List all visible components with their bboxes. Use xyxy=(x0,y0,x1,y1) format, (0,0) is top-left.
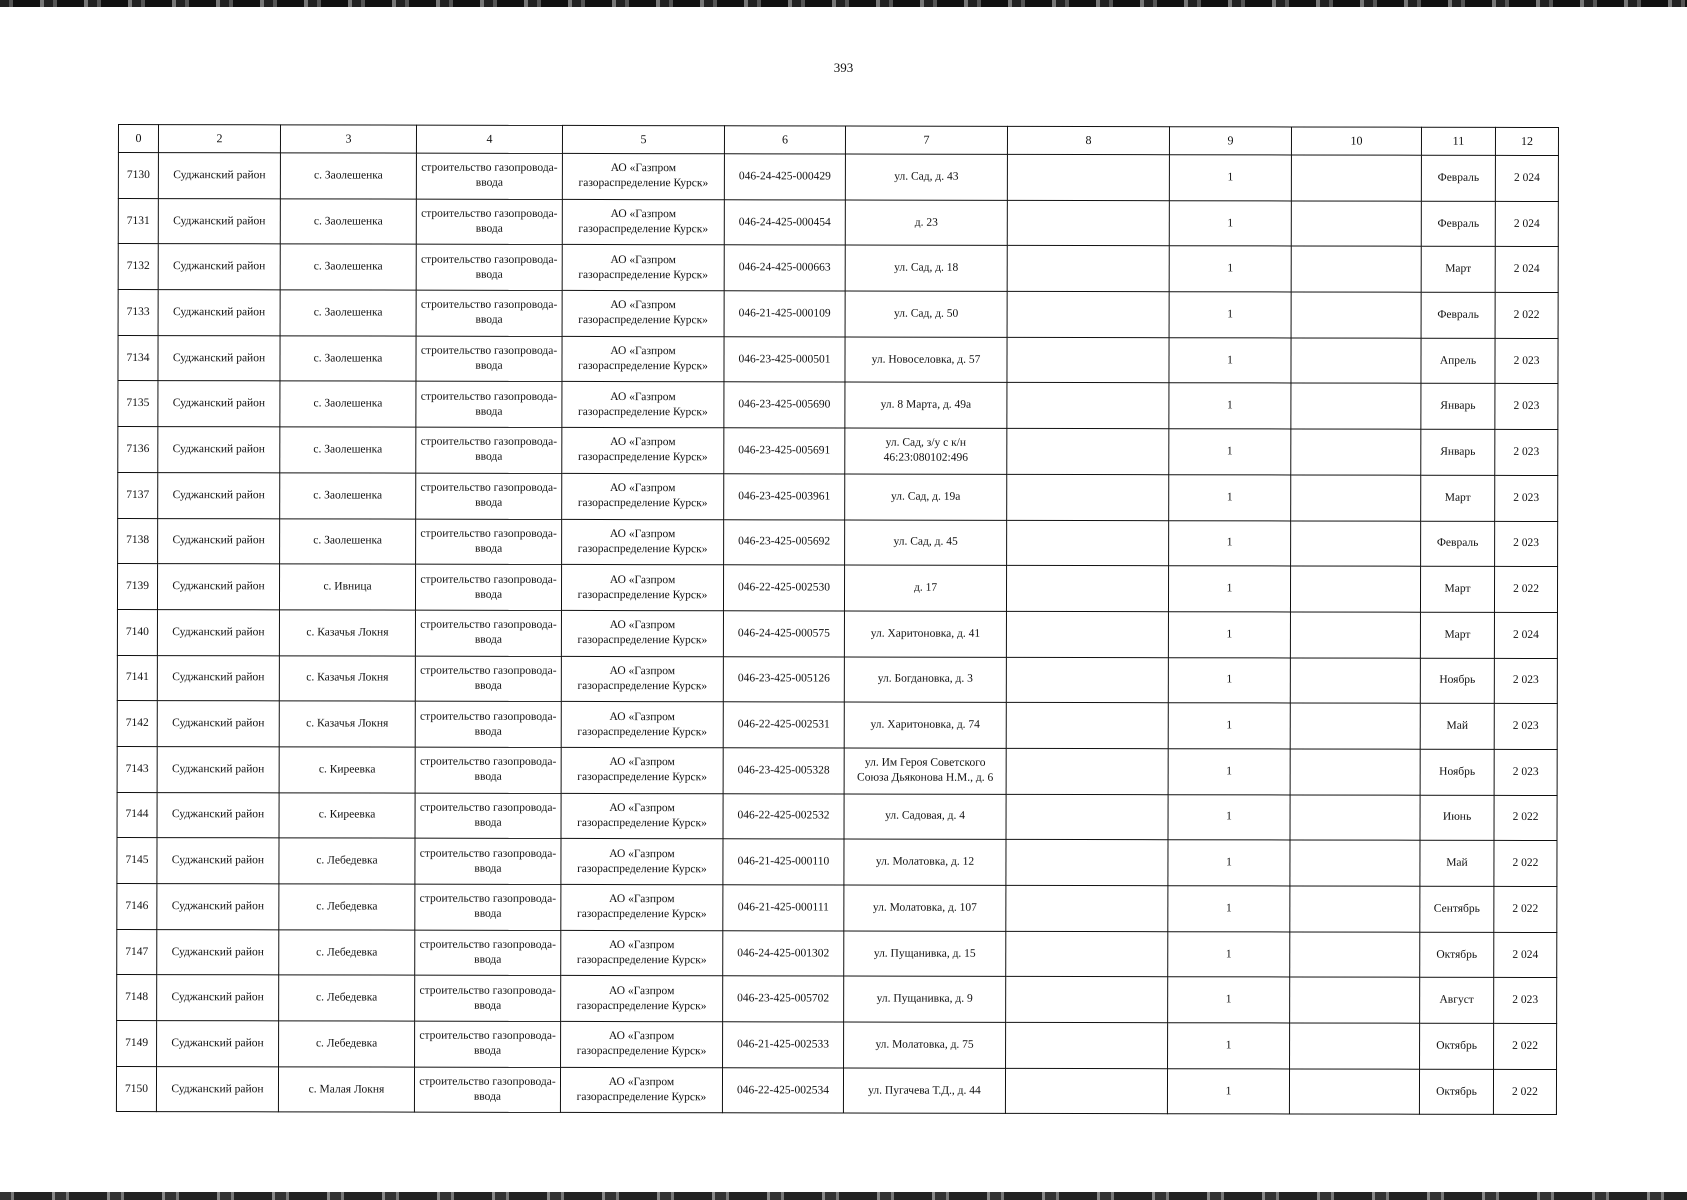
year-cell: 2 023 xyxy=(1495,384,1558,430)
column-8-cell xyxy=(1006,977,1168,1023)
district-cell: Суджанский район xyxy=(157,884,279,930)
organization-cell: АО «Газпром газораспределение Курск» xyxy=(561,747,723,793)
table-row xyxy=(117,655,1557,704)
locality-cell: с. Казачья Локня xyxy=(279,610,415,656)
column-10-cell xyxy=(1290,795,1420,841)
district-cell: Суджанский район xyxy=(157,701,279,747)
registry-code-cell: 046-21-425-000109 xyxy=(724,291,845,337)
month-cell: Март xyxy=(1421,475,1495,521)
column-10-cell xyxy=(1289,1069,1419,1115)
column-8-cell xyxy=(1006,566,1168,612)
column-header: 10 xyxy=(1291,127,1421,155)
count-cell: 1 xyxy=(1169,200,1291,246)
address-cell: д. 17 xyxy=(844,565,1006,611)
district-cell: Суджанский район xyxy=(157,838,279,884)
scan-edge-top xyxy=(0,0,1687,7)
count-cell: 1 xyxy=(1168,1023,1290,1069)
month-cell: Август xyxy=(1420,978,1494,1024)
address-cell: ул. Харитоновка, д. 41 xyxy=(844,611,1006,657)
registry-code-cell: 046-22-425-002531 xyxy=(723,702,844,748)
year-cell: 2 023 xyxy=(1495,475,1558,521)
district-cell: Суджанский район xyxy=(158,335,280,381)
organization-cell: АО «Газпром газораспределение Курск» xyxy=(561,610,723,656)
organization-cell: АО «Газпром газораспределение Курск» xyxy=(562,382,724,428)
locality-cell: с. Заолешенка xyxy=(280,473,416,519)
month-cell: Февраль xyxy=(1421,201,1495,247)
row-number-cell: 7132 xyxy=(118,244,158,290)
month-cell: Май xyxy=(1420,841,1494,887)
registry-code-cell: 046-23-425-005692 xyxy=(724,519,845,565)
column-header: 2 xyxy=(158,125,280,153)
month-cell: Январь xyxy=(1421,429,1495,475)
table-row xyxy=(118,198,1558,247)
work-type-cell: строительство газопровода-ввода xyxy=(416,290,562,336)
work-type-cell: строительство газопровода-ввода xyxy=(415,701,561,747)
table-body xyxy=(116,153,1558,1115)
column-8-cell xyxy=(1007,200,1169,246)
column-8-cell xyxy=(1005,1068,1167,1114)
month-cell: Март xyxy=(1421,247,1495,293)
work-type-cell: строительство газопровода-ввода xyxy=(416,153,562,199)
row-number-cell: 7144 xyxy=(117,792,157,838)
year-cell: 2 024 xyxy=(1495,247,1558,293)
locality-cell: с. Киреевка xyxy=(279,747,415,793)
organization-cell: АО «Газпром газораспределение Курск» xyxy=(562,290,724,336)
row-number-cell: 7150 xyxy=(116,1066,156,1112)
work-type-cell: строительство газопровода-ввода xyxy=(415,838,561,884)
address-cell: ул. Сад, д. 50 xyxy=(845,291,1007,337)
column-8-cell xyxy=(1007,428,1169,474)
work-type-cell: строительство газопровода-ввода xyxy=(415,975,561,1021)
column-8-cell xyxy=(1006,657,1168,703)
row-number-cell: 7149 xyxy=(117,1021,157,1067)
month-cell: Май xyxy=(1420,703,1494,749)
count-cell: 1 xyxy=(1169,337,1291,383)
column-header: 12 xyxy=(1495,127,1558,155)
organization-cell: АО «Газпром газораспределение Курск» xyxy=(561,702,723,748)
column-8-cell xyxy=(1006,1022,1168,1068)
locality-cell: с. Заолешенка xyxy=(280,290,416,336)
locality-cell: с. Казачья Локня xyxy=(279,655,415,701)
column-10-cell xyxy=(1291,520,1421,566)
column-8-cell xyxy=(1007,291,1169,337)
row-number-cell: 7142 xyxy=(117,701,157,747)
row-number-cell: 7131 xyxy=(118,198,158,244)
organization-cell: АО «Газпром газораспределение Курск» xyxy=(562,473,724,519)
month-cell: Октябрь xyxy=(1420,1023,1494,1069)
district-cell: Суджанский район xyxy=(157,929,279,975)
month-cell: Октябрь xyxy=(1419,1069,1493,1115)
month-cell: Март xyxy=(1420,566,1494,612)
district-cell: Суджанский район xyxy=(157,792,279,838)
address-cell: ул. Сад, д. 43 xyxy=(845,154,1007,200)
row-number-cell: 7147 xyxy=(117,929,157,975)
month-cell: Ноябрь xyxy=(1420,658,1494,704)
year-cell: 2 022 xyxy=(1494,795,1557,841)
address-cell: ул. Богдановка, д. 3 xyxy=(844,657,1006,703)
table-row xyxy=(117,564,1557,613)
table-row xyxy=(117,838,1557,887)
registry-code-cell: 046-23-425-005126 xyxy=(723,656,844,702)
month-cell: Февраль xyxy=(1421,521,1495,567)
work-type-cell: строительство газопровода-ввода xyxy=(416,473,562,519)
row-number-cell: 7137 xyxy=(118,472,158,518)
row-number-cell: 7146 xyxy=(117,883,157,929)
column-10-cell xyxy=(1291,383,1421,429)
table-row xyxy=(118,290,1558,339)
year-cell: 2 024 xyxy=(1495,201,1558,247)
column-10-cell xyxy=(1290,703,1420,749)
locality-cell: с. Лебедевка xyxy=(279,930,415,976)
count-cell: 1 xyxy=(1168,931,1290,977)
row-number-cell: 7140 xyxy=(117,609,157,655)
locality-cell: с. Заолешенка xyxy=(280,336,416,382)
year-cell: 2 023 xyxy=(1494,658,1557,704)
address-cell: ул. Сад, з/у с к/н 46:23:080102:496 xyxy=(845,428,1007,474)
column-header: 0 xyxy=(118,125,158,153)
work-type-cell: строительство газопровода-ввода xyxy=(415,610,561,656)
year-cell: 2 024 xyxy=(1494,612,1557,658)
column-8-cell xyxy=(1006,794,1168,840)
page-number: 393 xyxy=(833,60,854,75)
registry-code-cell: 046-24-425-000454 xyxy=(724,199,845,245)
row-number-cell: 7133 xyxy=(118,290,158,336)
address-cell: ул. Сад, д. 18 xyxy=(845,245,1007,291)
column-8-cell xyxy=(1007,474,1169,520)
work-type-cell: строительство газопровода-ввода xyxy=(415,747,561,793)
work-type-cell: строительство газопровода-ввода xyxy=(416,336,562,382)
organization-cell: АО «Газпром газораспределение Курск» xyxy=(561,930,723,976)
month-cell: Ноябрь xyxy=(1420,749,1494,795)
count-cell: 1 xyxy=(1168,886,1290,932)
organization-cell: АО «Газпром газораспределение Курск» xyxy=(562,336,724,382)
address-cell: ул. Пущанивка, д. 9 xyxy=(844,976,1006,1022)
locality-cell: с. Лебедевка xyxy=(279,975,415,1021)
district-cell: Суджанский район xyxy=(157,1021,279,1067)
registry-code-cell: 046-22-425-002534 xyxy=(722,1068,843,1114)
column-8-cell xyxy=(1007,154,1169,200)
column-header: 11 xyxy=(1421,127,1495,155)
organization-cell: АО «Газпром газораспределение Курск» xyxy=(562,519,724,565)
district-cell: Суджанский район xyxy=(158,472,280,518)
column-10-cell xyxy=(1291,338,1421,384)
table-row xyxy=(118,427,1558,476)
row-number-cell: 7138 xyxy=(118,518,158,564)
table-row xyxy=(117,1021,1557,1070)
table-row xyxy=(117,792,1557,841)
district-cell: Суджанский район xyxy=(158,518,280,564)
table-row xyxy=(118,335,1558,384)
locality-cell: с. Заолешенка xyxy=(280,199,416,245)
address-cell: ул. Им Героя Советского Союза Дьяконова Н.М., д. 6 xyxy=(844,748,1006,794)
district-cell: Суджанский район xyxy=(157,975,279,1021)
year-cell: 2 023 xyxy=(1495,521,1558,567)
organization-cell: АО «Газпром газораспределение Курск» xyxy=(561,656,723,702)
district-cell: Суджанский район xyxy=(158,244,280,290)
locality-cell: с. Заолешенка xyxy=(280,153,416,199)
work-type-cell: строительство газопровода-ввода xyxy=(415,884,561,930)
column-header: 9 xyxy=(1169,127,1291,155)
year-cell: 2 024 xyxy=(1495,155,1558,201)
locality-cell: с. Лебедевка xyxy=(279,1021,415,1067)
year-cell: 2 022 xyxy=(1494,841,1557,887)
district-cell: Суджанский район xyxy=(158,198,280,244)
row-number-cell: 7141 xyxy=(117,655,157,701)
count-cell: 1 xyxy=(1168,794,1290,840)
month-cell: Июнь xyxy=(1420,795,1494,841)
column-8-cell xyxy=(1006,885,1168,931)
column-header: 4 xyxy=(416,125,562,153)
work-type-cell: строительство газопровода-ввода xyxy=(415,1021,561,1067)
count-cell: 1 xyxy=(1169,520,1291,566)
registry-code-cell: 046-21-425-002533 xyxy=(723,1022,844,1068)
count-cell: 1 xyxy=(1168,566,1290,612)
year-cell: 2 023 xyxy=(1494,749,1557,795)
register-table xyxy=(116,124,1559,1115)
column-10-cell xyxy=(1290,977,1420,1023)
address-cell: ул. Молатовка, д. 107 xyxy=(844,885,1006,931)
count-cell: 1 xyxy=(1168,977,1290,1023)
address-cell: ул. Пущанивка, д. 15 xyxy=(844,931,1006,977)
column-8-cell xyxy=(1007,383,1169,429)
organization-cell: АО «Газпром газораспределение Курск» xyxy=(560,1067,722,1113)
locality-cell: с. Заолешенка xyxy=(280,518,416,564)
count-cell: 1 xyxy=(1169,475,1291,521)
column-10-cell xyxy=(1290,840,1420,886)
district-cell: Суджанский район xyxy=(158,290,280,336)
registry-code-cell: 046-23-425-005691 xyxy=(724,428,845,474)
count-cell: 1 xyxy=(1167,1068,1289,1114)
column-header: 3 xyxy=(280,125,416,153)
address-cell: ул. Молатовка, д. 75 xyxy=(844,1022,1006,1068)
column-10-cell xyxy=(1291,475,1421,521)
registry-code-cell: 046-23-425-003961 xyxy=(724,474,845,520)
row-number-cell: 7135 xyxy=(118,381,158,427)
organization-cell: АО «Газпром газораспределение Курск» xyxy=(562,153,724,199)
column-header: 5 xyxy=(562,125,724,153)
month-cell: Февраль xyxy=(1421,292,1495,338)
locality-cell: с. Лебедевка xyxy=(279,838,415,884)
row-number-cell: 7148 xyxy=(117,975,157,1021)
year-cell: 2 024 xyxy=(1494,932,1557,978)
registry-code-cell: 046-24-425-000663 xyxy=(724,245,845,291)
table-row xyxy=(116,1066,1556,1115)
work-type-cell: строительство газопровода-ввода xyxy=(416,519,562,565)
locality-cell: с. Киреевка xyxy=(279,792,415,838)
table-row xyxy=(118,518,1558,567)
locality-cell: с. Ивница xyxy=(279,564,415,610)
work-type-cell: строительство газопровода-ввода xyxy=(415,656,561,702)
table-row xyxy=(117,929,1557,978)
address-cell: ул. Садовая, д. 4 xyxy=(844,794,1006,840)
organization-cell: АО «Газпром газораспределение Курск» xyxy=(562,428,724,474)
count-cell: 1 xyxy=(1168,840,1290,886)
column-8-cell xyxy=(1006,931,1168,977)
count-cell: 1 xyxy=(1168,703,1290,749)
organization-cell: АО «Газпром газораспределение Курск» xyxy=(561,1021,723,1067)
address-cell: ул. Харитоновка, д. 74 xyxy=(844,702,1006,748)
locality-cell: с. Заолешенка xyxy=(280,381,416,427)
year-cell: 2 022 xyxy=(1494,886,1557,932)
count-cell: 1 xyxy=(1168,749,1290,795)
table-row xyxy=(118,381,1558,430)
registry-code-cell: 046-23-425-005328 xyxy=(723,748,844,794)
count-cell: 1 xyxy=(1169,155,1291,201)
column-header: 8 xyxy=(1007,126,1169,154)
table-row xyxy=(117,975,1557,1024)
column-10-cell xyxy=(1291,429,1421,475)
address-cell: ул. Новоселовка, д. 57 xyxy=(845,337,1007,383)
count-cell: 1 xyxy=(1169,383,1291,429)
work-type-cell: строительство газопровода-ввода xyxy=(415,793,561,839)
count-cell: 1 xyxy=(1168,657,1290,703)
year-cell: 2 022 xyxy=(1494,567,1557,613)
table-row xyxy=(117,701,1557,750)
registry-code-cell: 046-23-425-000501 xyxy=(724,337,845,383)
locality-cell: с. Малая Локня xyxy=(278,1067,414,1113)
year-cell: 2 023 xyxy=(1495,338,1558,384)
column-10-cell xyxy=(1291,292,1421,338)
table-row xyxy=(117,746,1557,795)
registry-code-cell: 046-23-425-005702 xyxy=(723,976,844,1022)
month-cell: Март xyxy=(1420,612,1494,658)
district-cell: Суджанский район xyxy=(158,381,280,427)
column-8-cell xyxy=(1006,611,1168,657)
locality-cell: с. Заолешенка xyxy=(280,427,416,473)
header-row xyxy=(118,125,1558,156)
month-cell: Сентябрь xyxy=(1420,886,1494,932)
column-10-cell xyxy=(1291,201,1421,247)
column-10-cell xyxy=(1291,246,1421,292)
column-10-cell xyxy=(1290,749,1420,795)
address-cell: ул. Пугачева Т.Д., д. 44 xyxy=(843,1068,1005,1114)
work-type-cell: строительство газопровода-ввода xyxy=(416,199,562,245)
organization-cell: АО «Газпром газораспределение Курск» xyxy=(561,839,723,885)
column-8-cell xyxy=(1007,246,1169,292)
row-number-cell: 7139 xyxy=(117,564,157,610)
organization-cell: АО «Газпром газораспределение Курск» xyxy=(562,245,724,291)
district-cell: Суджанский район xyxy=(157,747,279,793)
count-cell: 1 xyxy=(1169,246,1291,292)
column-header: 7 xyxy=(845,126,1007,154)
column-10-cell xyxy=(1290,1023,1420,1069)
column-10-cell xyxy=(1290,612,1420,658)
organization-cell: АО «Газпром газораспределение Курск» xyxy=(562,199,724,245)
work-type-cell: строительство газопровода-ввода xyxy=(415,564,561,610)
column-8-cell xyxy=(1006,840,1168,886)
address-cell: ул. 8 Марта, д. 49а xyxy=(845,382,1007,428)
table-row xyxy=(118,153,1558,202)
count-cell: 1 xyxy=(1169,429,1291,475)
year-cell: 2 023 xyxy=(1495,430,1558,476)
month-cell: Октябрь xyxy=(1420,932,1494,978)
month-cell: Апрель xyxy=(1421,338,1495,384)
year-cell: 2 022 xyxy=(1493,1069,1556,1115)
year-cell: 2 022 xyxy=(1494,1023,1557,1069)
locality-cell: с. Лебедевка xyxy=(279,884,415,930)
registry-code-cell: 046-21-425-000110 xyxy=(723,839,844,885)
column-8-cell xyxy=(1006,703,1168,749)
row-number-cell: 7130 xyxy=(118,153,158,199)
registry-code-cell: 046-22-425-002532 xyxy=(723,793,844,839)
column-header: 6 xyxy=(724,126,845,154)
work-type-cell: строительство газопровода-ввода xyxy=(416,427,562,473)
table-row xyxy=(117,883,1557,932)
column-10-cell xyxy=(1291,155,1421,201)
year-cell: 2 023 xyxy=(1494,978,1557,1024)
work-type-cell: строительство газопровода-ввода xyxy=(414,1067,560,1113)
column-10-cell xyxy=(1290,886,1420,932)
column-10-cell xyxy=(1290,658,1420,704)
registry-code-cell: 046-24-425-000429 xyxy=(724,154,845,200)
registry-code-cell: 046-24-425-001302 xyxy=(723,930,844,976)
address-cell: ул. Молатовка, д. 12 xyxy=(844,839,1006,885)
work-type-cell: строительство газопровода-ввода xyxy=(416,382,562,428)
organization-cell: АО «Газпром газораспределение Курск» xyxy=(561,976,723,1022)
organization-cell: АО «Газпром газораспределение Курск» xyxy=(561,884,723,930)
column-8-cell xyxy=(1007,520,1169,566)
district-cell: Суджанский район xyxy=(157,564,279,610)
table-row xyxy=(118,472,1558,521)
registry-code-cell: 046-24-425-000575 xyxy=(723,611,844,657)
count-cell: 1 xyxy=(1168,612,1290,658)
month-cell: Январь xyxy=(1421,384,1495,430)
column-10-cell xyxy=(1290,566,1420,612)
row-number-cell: 7134 xyxy=(118,335,158,381)
row-number-cell: 7143 xyxy=(117,746,157,792)
organization-cell: АО «Газпром газораспределение Курск» xyxy=(561,793,723,839)
work-type-cell: строительство газопровода-ввода xyxy=(415,930,561,976)
district-cell: Суджанский район xyxy=(157,655,279,701)
column-8-cell xyxy=(1006,748,1168,794)
row-number-cell: 7145 xyxy=(117,838,157,884)
district-cell: Суджанский район xyxy=(157,609,279,655)
registry-code-cell: 046-22-425-002530 xyxy=(723,565,844,611)
year-cell: 2 022 xyxy=(1495,292,1558,338)
organization-cell: АО «Газпром газораспределение Курск» xyxy=(561,565,723,611)
table-row xyxy=(118,244,1558,293)
row-number-cell: 7136 xyxy=(118,427,158,473)
locality-cell: с. Заолешенка xyxy=(280,244,416,290)
registry-code-cell: 046-21-425-000111 xyxy=(723,885,844,931)
district-cell: Суджанский район xyxy=(158,153,280,199)
column-10-cell xyxy=(1290,932,1420,978)
address-cell: д. 23 xyxy=(845,200,1007,246)
scan-edge-bottom xyxy=(0,1192,1687,1200)
year-cell: 2 023 xyxy=(1494,704,1557,750)
address-cell: ул. Сад, д. 19а xyxy=(845,474,1007,520)
locality-cell: с. Казачья Локня xyxy=(279,701,415,747)
district-cell: Суджанский район xyxy=(158,427,280,473)
address-cell: ул. Сад, д. 45 xyxy=(845,520,1007,566)
work-type-cell: строительство газопровода-ввода xyxy=(416,244,562,290)
count-cell: 1 xyxy=(1169,292,1291,338)
column-8-cell xyxy=(1007,337,1169,383)
table-row xyxy=(117,609,1557,658)
month-cell: Февраль xyxy=(1421,155,1495,201)
district-cell: Суджанский район xyxy=(156,1066,278,1112)
registry-code-cell: 046-23-425-005690 xyxy=(724,382,845,428)
